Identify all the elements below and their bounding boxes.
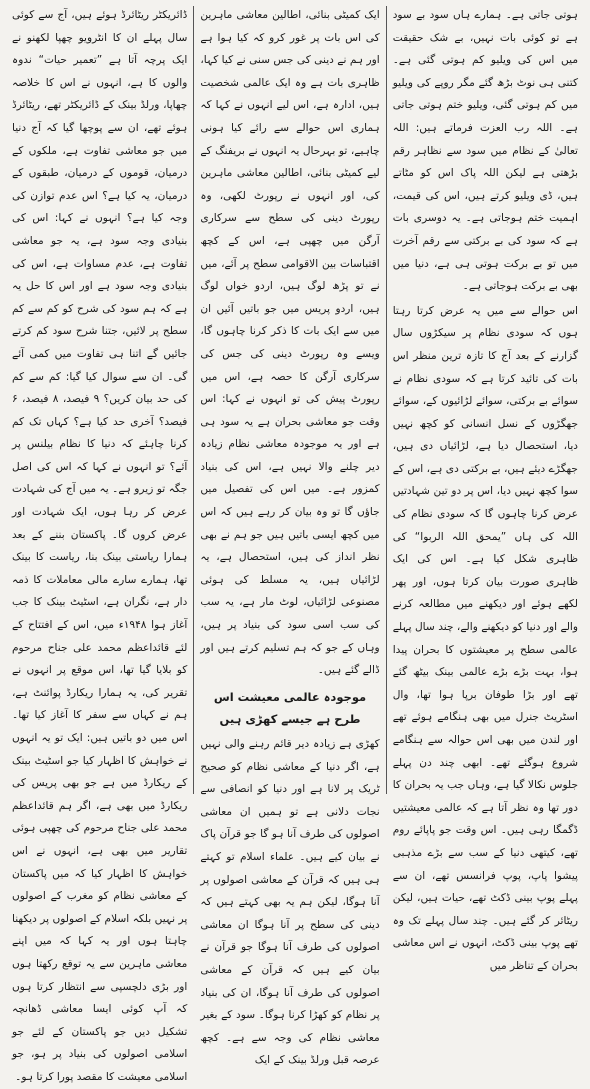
column-middle-paragraph-1: ایک کمیٹی بنائی، اطالین معاشی ماہرین کی اس بات پر غور کرو کہ کیا ہوا ہے اور ہم نے دینی کی جس سنی نے کیا کہا، ظاہری بات ہے وہ ایک عالمی شخصیت ہیں، ادارہ ہے، اس لیے انہوں نے کہا کہ ہماری اس حوالے سے رائے کیا ہونی چاہیے، تو بہرحال یہ انہوں نے بریفنگ کے لیے کمیٹی بنائی، اطالین معاشی ماہرین کی، اور انہوں نے رپورٹ لکھی، وہ رپورٹ دینی کی سطح سے سرکاری آرگن میں چھپی ہے، اس کے کچھ اقتباسات بین الاقوامی سطح پر آئے، میں نے تو پڑھ لوگ ہیں، اردو خواں لوگ ہیں، اردو پریس میں جو باتیں آئیں ان میں سے ایک بات کا ذکر کرنا چاہوں گا، ویسے وہ رپورٹ دینی کی جس کی سرکاری آرگن کا حصہ ہے، اس میں رپورٹ پیش کی تو انہوں نے کہا: اس وقت جو معاشی بحران ہے یہ سود ہی ہے اور یہ موجودہ معاشی نظام زیادہ دیر چلنے والا نہیں ہے، اس کی بنیاد کمزور ہے۔ میں اس کی تفصیل میں جاؤں گا تو وہ بیان کر رہے ہیں کہ اس میں کچھ ایسی باتیں ہیں جو ہم نے بھی نظر انداز کی ہیں، استحصال ہے، یہ لڑائیاں ہیں، یہ مسلط کی ہوئی مصنوعی لڑائیاں، لوٹ مار ہے، یہ سب کی سب اسی سود کی بنیاد پر ہیں، وہاں کے جو کہ ہم تسلیم کرتے ہیں اور ڈالے گئے ہیں۔	[200, 9, 380, 677]
column-middle	[194, 4, 385, 1067]
column-left-paragraph-1: ڈائریکٹر ریٹائرڈ ہوئے ہیں، آج سے کوئی سال پہلے ان کا انٹرویو چھپا لکھنو نے ایک پرچہ آتا ہے ”تعمیر حیات“ ندوہ والوں کا ہے، انہوں نے اس کا خلاصہ چھاپا، ورلڈ بینک کے ڈائریکٹر تھے، ریٹائرڈ ہوئے تھے، ان سے پوچھا گیا کہ آج دنیا میں جو معاشی تفاوت ہے، ملکوں کے درمیان، قوموں کے درمیان، طبقوں کے درمیان، یہ کیا ہے؟ اس عدم توازن کی وجہ کیا ہے؟ انہوں نے کہا: اس کی بنیادی وجہ سود ہے، یہ جو معاشی تفاوت ہے، عدم مساوات ہے، اس کی بنیادی وجہ سود ہے اور اس کا حل یہ ہے کہ ہم سود کی شرح کو کم سے کم سطح پر لائیں، جتنا شرح سود کم کرتے جائیں گے اتنا ہی تفاوت میں کمی آئے گی۔ ان سے سوال کیا گیا: کم سے کم کی حد بیان کریں؟ ۹ فیصد، ۸ فیصد، ۶ فیصد؟ آخری حد کیا ہے؟ کہاں تک کم کرنا چاہئے کہ دنیا کا نظام بیلنس پر آئے؟ تو انہوں نے کہا کہ اس کی اصل جگہ تو زیرو ہے۔ یہ میں آج کی شہادت عرض کر رہا ہوں، ایک شہادت اور عرض کروں گا۔ پاکستان بننے کے بعد ہمارا ریاستی بینک بنا، ریاست کا بینک تھا، ہمارے سارے مالی معاملات کا ذمہ دار ہے، نگران ہے، اسٹیٹ بینک کا جب آغاز ہوا ۱۹۴۸ء میں، اس کے افتتاح کے لئے قائداعظم محمد علی جناح مرحوم کو بلایا گیا تھا، اس موقع پر انہوں نے تقریر کی، یہ ہمارا ریکارڈ پوائنٹ ہے، ہم نے کہاں سے سفر کا آغاز کیا تھا۔ اس میں دو باتیں ہیں: ایک تو یہ انہوں نے خواہش کا اظہار کیا جو اسٹیٹ بینک کے ریکارڈ میں ہے جو بھی پریس کی ریکارڈ میں بھی ہے، اگر ہم قائداعظم محمد علی جناح مرحوم کی چھپی ہوئی تقاریر میں بھی ہے، انہوں نے اس خواہش کا اظہار کیا کہ میں پاکستان کے معاشی نظام کو مغرب کے اصولوں پر نہیں بلکہ اسلام کے اصولوں پر دیکھنا چاہتا ہوں اور یہ کہا کہ میں اپنے معاشی ماہرین سے یہ توقع رکھتا ہوں اور بڑی دلچسپی سے انتظار کرتا ہوں کہ آپ کوئی ایسا معاشی ڈھانچہ تشکیل دیں جو پاکستان کے لئے جو اسلامی اصولوں کی بنیاد پر ہو، جو اسلامی معیشت کا مقصد پورا کرتا ہو۔	[11, 9, 188, 1083]
column-middle-subheading: موجودہ عالمی معیشت اس طرح ہے جیسے کھڑی ہیں	[213, 689, 367, 727]
column-right-paragraph-1: ہوتی جاتی ہے۔ ہمارے ہاں سود بے سود ہے تو کوئی بات نہیں، بے شک حقیقت میں اس کی ویلیو کم ہوتی گئی ہے۔ کتنی ہی نوٹ بڑھ گئے مگر روپے کی ویلیو میں کم ہوتی گئی، ویلیو ختم ہوتی جاتی ہے۔ اللہ رب العزت فرماتے ہیں: اللہ تعالیٰ کے نظام میں سود سے نظاہر رقم بڑھتی ہے لیکن اللہ پاک اس کو مٹاتے ہیں، ڈی ویلیو کرتے ہیں، اس کی قیمت، اہمیت ختم ہوجاتی ہے۔ یہ دوسری بات ہے کہ سود کی بے برکتی سے رقم آخرت میں تو بے برکت ہوتی ہی ہے، دنیا میں بھی بے برکت ہوجاتی ہے۔	[392, 9, 578, 293]
column-right	[387, 4, 584, 972]
column-right-paragraph-2: اس حوالے سے میں یہ عرض کرتا رہتا ہوں کہ سودی نظام پر سیکڑوں سال گزارنے کے بعد آج کا تازہ ترین منظر اس بات کی تائید کرتا ہے کہ سودی نظام نے سوائے بے برکتی، سوائے لڑائیوں کے، سوائے جھگڑوں کے نسل انسانی کو کچھ نہیں دیا، استحصال دیا ہے، لڑائیاں دی ہیں، جھگڑے دیئے ہیں، بے برکتی دی ہے، اس کے سوا کچھ نہیں دیا، اس پر دو تین شہادتیں عرض کرنا چاہوں گا کہ سودی نظام کی اللہ کی ہاں ”یمحق اللہ الربوا“ کی ظاہری شکل کیا ہے۔ اس کی ایک ظاہری صورت بیان کرتا ہوں، اور پھر لکھے ہوئے اور دیکھنے میں مطالعہ کرنے والے اور دنیا کو دیکھنے والے، چند سال پہلے عالمی سطح پر معیشتوں کا بحران پیدا ہوا، بہت بڑے بڑے عالمی بینک بیٹھ گئے تھے اور بڑا طوفان برپا ہوا تھا، وال اسٹریٹ جنرل میں بھی ہنگامے ہوئے تھے اور لندن میں بھی اس حوالہ سے ہنگامے شروع ہوگئے تھے۔ ابھی چند دن پہلے جلوس نکالا گیا ہے، وہاں جب یہ بحران کا دور تھا وہ نظر آتا ہے کہ عالمی معیشتیں ڈگمگا رہی ہیں۔ اس وقت جو پاپائے روم تھے، کیتھی دنیا کے سب سے بڑے مذہبی پیشوا پاپ، پوپ فرانسس تھے، ان سے پہلے پوپ بینی ڈکٹ تھے، حیات ہیں، لیکن ریٹائر کر گئے ہیں۔ چند سال پہلے تک وہ تھے پوپ بینی ڈکٹ، انہوں نے اس معاشی بحران کے تناظر میں	[392, 304, 578, 972]
column-left	[6, 4, 193, 1083]
column-middle-paragraph-2: کھڑی ہے زیادہ دیر قائم رہنے والی نہیں ہے، اگر دنیا کے معاشی نظام کو صحیح ٹریک پر لانا ہے اور دنیا کو انصافی سے نجات دلانی ہے تو ہمیں ان معاشی اصولوں کی طرف آنا ہو گا جو قرآن پاک نے بیان کیے ہیں۔ علماء اسلام تو کہتے ہی ہیں کہ قرآن کے معاشی اصولوں پر آنا ہوگا، لیکن ہم یہ بھی کہتے ہیں کہ دینی کی سطح پر آنا ہوگا ان معاشی اصولوں کی طرف آنا ہوگا جو قرآن نے بیان کیے ہیں کہ قرآن کے معاشی اصولوں کی طرف آنا ہوگا، ان کی بنیاد پر نظام کو کھڑا کرنا ہوگا۔ سود کے بغیر معاشی نظام کی وجہ سے ہے۔ کچھ عرصہ قبل ورلڈ بینک کے ایک	[200, 738, 380, 1067]
